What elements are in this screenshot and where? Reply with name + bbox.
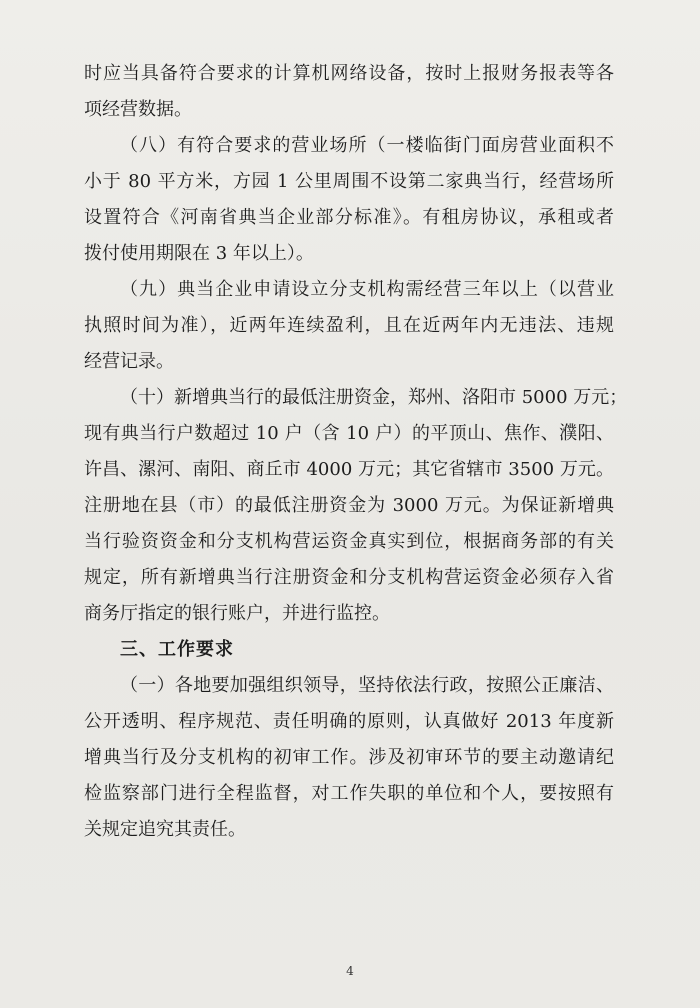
clause-10-line-4: 注册地在县（市）的最低注册资金为 3000 万元。为保证新增典	[84, 495, 614, 516]
body-line-2: 项经营数据。	[84, 99, 192, 120]
clause-9-line-3: 经营记录。	[84, 351, 174, 372]
clause-10-line-1: （十）新增典当行的最低注册资金，郑州、洛阳市 5000 万元；	[120, 387, 628, 408]
requirement-1-line-2: 公开透明、程序规范、责任明确的原则，认真做好 2013 年度新	[84, 711, 614, 732]
clause-8-line-3: 设置符合《河南省典当企业部分标准》。有租房协议，承租或者	[84, 207, 614, 228]
requirement-1-line-1: （一）各地要加强组织领导，坚持依法行政，按照公正廉洁、	[120, 675, 614, 696]
body-line-1: 时应当具备符合要求的计算机网络设备，按时上报财务报表等各	[84, 63, 614, 84]
clause-10-line-7: 商务厅指定的银行账户，并进行监控。	[84, 603, 390, 624]
clause-9-line-1: （九）典当企业申请设立分支机构需经营三年以上（以营业	[120, 279, 614, 300]
clause-10-line-2: 现有典当行户数超过 10 户（含 10 户）的平顶山、焦作、濮阳、	[84, 423, 614, 444]
requirement-1-line-3: 增典当行及分支机构的初审工作。涉及初审环节的要主动邀请纪	[84, 747, 614, 768]
requirement-1-line-4: 检监察部门进行全程监督，对工作失职的单位和个人，要按照有	[84, 783, 614, 804]
page-number: 4	[346, 964, 354, 978]
section-heading-work-requirements: 三、工作要求	[120, 639, 234, 660]
document-body	[84, 56, 628, 848]
clause-9-line-2: 执照时间为准），近两年连续盈利，且在近两年内无违法、违规	[84, 315, 614, 336]
clause-8-line-2: 小于 80 平方米，方园 1 公里周围不设第二家典当行，经营场所	[84, 171, 614, 192]
clause-10-line-6: 规定，所有新增典当行注册资金和分支机构营运资金必须存入省	[84, 567, 614, 588]
requirement-1-line-5: 关规定追究其责任。	[84, 819, 246, 840]
clause-10-line-5: 当行验资资金和分支机构营运资金真实到位，根据商务部的有关	[84, 531, 614, 552]
clause-8-line-4: 拨付使用期限在 3 年以上）。	[84, 243, 314, 264]
clause-8-line-1: （八）有符合要求的营业场所（一楼临街门面房营业面积不	[120, 135, 614, 156]
clause-10-line-3: 许昌、漯河、南阳、商丘市 4000 万元；其它省辖市 3500 万元。	[84, 459, 614, 480]
